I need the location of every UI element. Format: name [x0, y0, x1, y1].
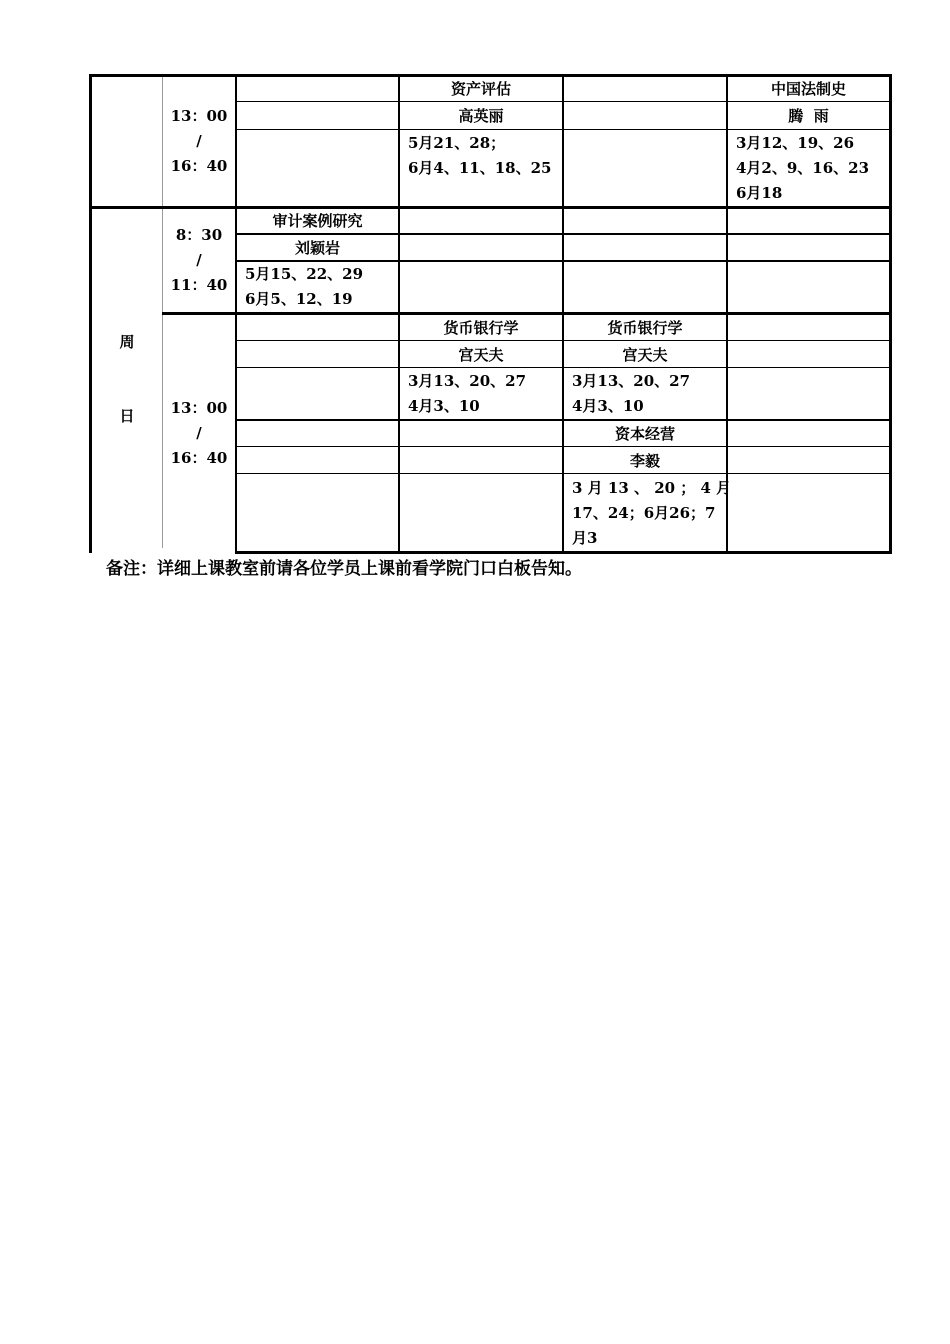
date-line: 17、24；6月26；7 — [572, 504, 716, 522]
time-separator: / — [196, 132, 202, 150]
date-line: 4月3、10 — [408, 397, 480, 415]
course-dates — [408, 369, 526, 419]
time-end: 11：40 — [170, 276, 228, 294]
course-title: 资产评估 — [450, 80, 511, 98]
table-border-left — [89, 74, 92, 553]
time-separator: / — [196, 424, 202, 442]
time-start: 8：30 — [175, 226, 223, 244]
course-title: 审计案例研究 — [272, 212, 363, 230]
date-line: 3月13、20、27 — [572, 372, 691, 390]
date-line: 3 月 13 、 20 ； 4 月 — [572, 479, 732, 497]
course-teacher: 宫天夫 — [622, 346, 668, 364]
course-teacher: 高英丽 — [458, 107, 504, 125]
time-end: 16：40 — [170, 449, 228, 467]
course-teacher: 李毅 — [629, 452, 660, 470]
date-line: 6月5、12、19 — [245, 290, 353, 308]
course-dates — [572, 476, 731, 551]
course-title: 资本经营 — [614, 425, 675, 443]
date-line: 6月18 — [736, 184, 783, 202]
course-dates — [408, 131, 552, 181]
date-line: 4月2、9、16、23 — [736, 159, 870, 177]
time-start: 13：00 — [170, 399, 228, 417]
course-dates — [572, 369, 690, 419]
course-teacher: 腾 雨 — [788, 107, 829, 125]
course-teacher: 刘颖岩 — [294, 239, 340, 257]
course-title: 货币银行学 — [443, 319, 519, 337]
day-label-top: 周 — [119, 333, 135, 351]
date-line: 6月4、11、18、25 — [408, 159, 552, 177]
footnote: 备注：详细上课教室前请各位学员上课前看学院门口白板告知。 — [106, 559, 582, 579]
block-divider-1 — [89, 206, 892, 209]
course-dates — [245, 262, 363, 312]
date-line: 5月21、28； — [408, 134, 506, 152]
row-line — [236, 340, 890, 341]
course-teacher: 宫天夫 — [458, 346, 504, 364]
course-dates — [736, 131, 869, 206]
course-title: 中国法制史 — [770, 80, 846, 98]
row-line — [236, 473, 890, 474]
time-separator: / — [196, 251, 202, 269]
time-end: 16：40 — [170, 157, 228, 175]
date-line: 5月15、22、29 — [245, 265, 364, 283]
date-line: 3月12、19、26 — [736, 134, 855, 152]
row-line — [236, 446, 890, 447]
time-start: 13：00 — [170, 107, 228, 125]
date-line: 月3 — [572, 529, 598, 547]
date-line: 4月3、10 — [572, 397, 644, 415]
day-label-bottom: 日 — [119, 407, 135, 425]
course-title: 货币银行学 — [607, 319, 683, 337]
row-line — [236, 367, 890, 368]
row-line — [236, 129, 890, 130]
date-line: 3月13、20、27 — [408, 372, 527, 390]
